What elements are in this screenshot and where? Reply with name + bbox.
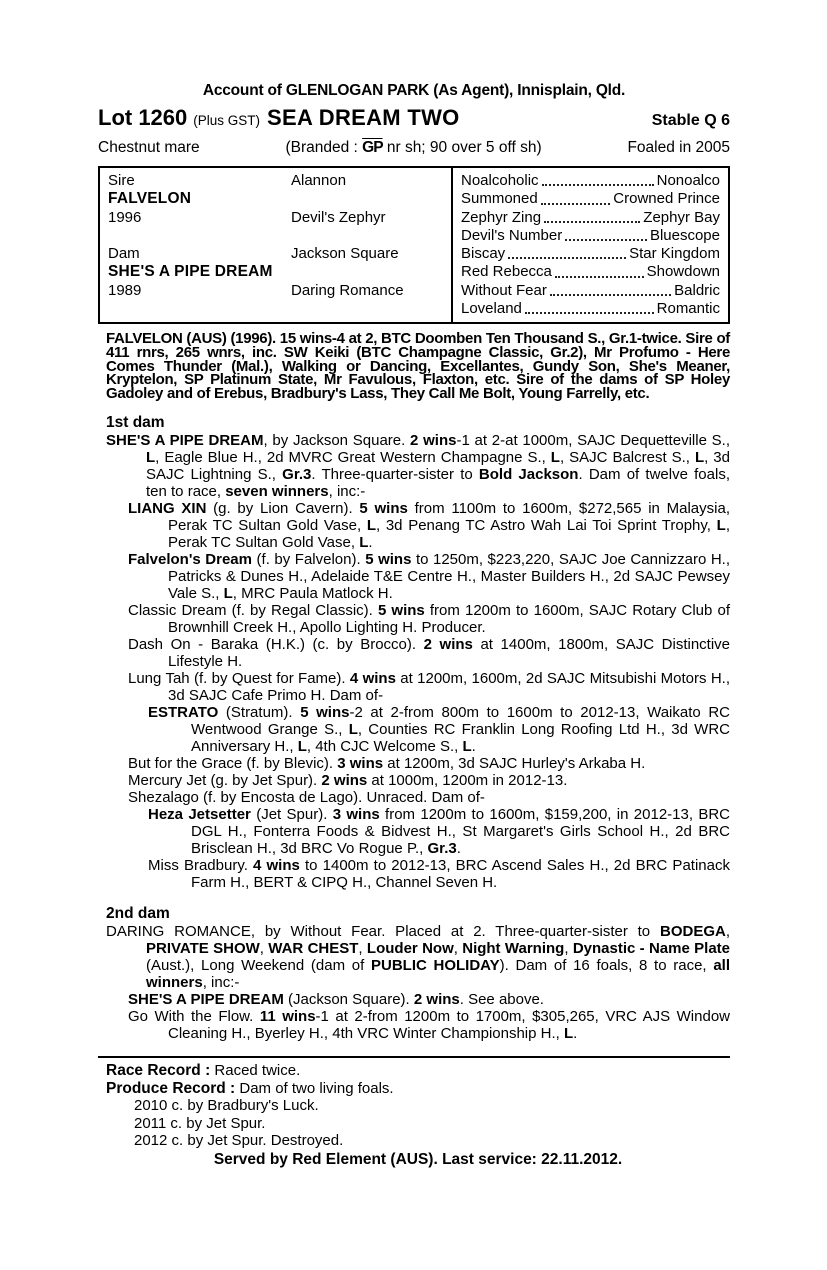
dam-name: SHE'S A PIPE DREAM — [108, 263, 273, 281]
second-dam-heading: 2nd dam — [106, 905, 170, 923]
pedigree-entry: Classic Dream (f. by Regal Classic). 5 wins from 1200m to 1600m, SAJC Rotary Club of Brownhill Creek H., Apollo Lighting H. Producer. — [128, 602, 730, 637]
divider-rule — [98, 1056, 730, 1058]
brand-suffix: nr sh; 90 over 5 off sh) — [382, 139, 542, 156]
pedigree-leader-row — [461, 209, 720, 227]
pedigree-leader-row — [461, 227, 720, 245]
dotted-leader — [544, 209, 640, 223]
dotted-leader — [541, 190, 611, 204]
pedigree-entry: Go With the Flow. 11 wins-1 at 2-from 1200m to 1700m, $305,265, VRC AJS Window Cleaning H., Byerley H., 4th VRC Winter Championship H., L. — [128, 1008, 731, 1043]
dotted-leader — [565, 227, 647, 241]
brand-prefix: (Branded : — [285, 139, 363, 156]
race-record-label: Race Record : — [106, 1062, 211, 1080]
ancestor-parent: Star Kingdom — [629, 245, 720, 263]
pedigree-generation2-column — [291, 168, 451, 322]
pedigree-entry: Falvelon's Dream (f. by Falvelon). 5 wins to 1250m, $223,220, SAJC Joe Cannizzaro H., Patricks & Dunes H., Adelaide T&E Centre H., Master Builders H., 2d SAJC Pewsey Vale S., L, MRC Paula Matlock H. — [128, 551, 730, 603]
ancestor-name: Summoned — [461, 190, 538, 208]
sire-role-label: Sire — [108, 172, 135, 189]
pedigree-leader-row — [461, 300, 720, 318]
sire-summary: FALVELON (AUS) (1996). 15 wins-4 at 2, BTC Doomben Ten Thousand S., Gr.1-twice. Sire of 411 rnrs, 265 wnrs, inc. SW Keiki (BTC Champagne Classic, Gr.2), Mr Profumo - Here Comes Thunder (Mal.), Walking or Dancing, Excellantes, Gundy Son, She's Meaner, Kryptelon, SP Platinum State, Mr Favulous, Flaxton, etc. Sire of the dams of SP Holey Gadoley and of Erebus, Bradbury's Lass, They Call Me Bolt, Young Farrelly, etc. — [106, 330, 730, 402]
dotted-leader — [508, 245, 626, 259]
ancestor-name: Noalcoholic — [461, 172, 539, 189]
pedigree-entry: But for the Grace (f. by Blevic). 3 wins at 1200m, 3d SAJC Hurley's Arkaba H. — [128, 755, 646, 773]
pedigree-entry: Lung Tah (f. by Quest for Fame). 4 wins at 1200m, 1600m, 2d SAJC Mitsubishi Motors H., 3d SAJC Cafe Primo H. Dam of- — [128, 670, 730, 705]
brand-info — [285, 139, 541, 157]
produce-record-label: Produce Record : — [106, 1079, 236, 1097]
sire-name: FALVELON — [108, 190, 192, 208]
brand-mark: $\overline{GP}$ — [362, 139, 383, 156]
pedigree-entry: DARING ROMANCE, by Without Fear. Placed at 2. Three-quarter-sister to BODEGA, PRIVATE SHOW, WAR CHEST, Louder Now, Night Warning, Dynastic - Name Plate (Aust.), Long Weekend (dam of PUBLIC HOLIDAY). Dam of 16 foals, 8 to race, all winners, inc:- — [106, 923, 730, 992]
dam-year: 1989 — [108, 281, 142, 299]
sire-year: 1996 — [108, 208, 142, 226]
ancestor-parent: Bluescope — [649, 226, 720, 244]
pedigree-entry: LIANG XIN (g. by Lion Cavern). 5 wins from 1100m to 1600m, $272,565 in Malaysia, Perak TC Sultan Gold Vase, L, 3d Penang TC Astro Wah Lai Toi Sprint Trophy, L, Perak TC Sultan Gold Vase, L. — [128, 500, 730, 552]
pedigree-leader-row — [461, 172, 720, 190]
foal-line: 2011 c. by Jet Spur. — [134, 1114, 266, 1132]
pedigree-entry: Dash On - Baraka (H.K.) (c. by Brocco). 2 wins at 1400m, 1800m, SAJC Distinctive Lifestyle H. — [128, 636, 731, 671]
dotted-leader — [550, 282, 671, 296]
pedigree-leader-row — [461, 245, 720, 263]
records-section — [98, 1062, 730, 1168]
pedigree-entry: Shezalago (f. by Encosta de Lago). Unraced. Dam of- — [128, 789, 485, 807]
lot-number: Lot 1260 — [98, 105, 188, 130]
ancestor-name: Biscay — [461, 245, 506, 263]
granddam: Daring Romance — [291, 281, 404, 299]
produce-record-value: Dam of two living foals. — [235, 1079, 394, 1097]
pedigree-entry: Heza Jetsetter (Jet Spur). 3 wins from 1200m to 1600m, $159,200, in 2012-13, BRC DGL H., Fonterra Foods & Bidvest H., St Margaret's Girls School H., 2d BRC Brisclean H., 3d BRC Vo Rogue P., Gr.3. — [148, 806, 730, 858]
ancestor-parent: Baldric — [674, 281, 720, 299]
pedigree-leader-row — [461, 282, 720, 300]
description-row — [98, 139, 730, 157]
dotted-leader — [525, 300, 654, 314]
ancestor-parent: Showdown — [646, 263, 720, 281]
ancestor-name: Without Fear — [461, 281, 547, 299]
grandsire: Alannon — [291, 172, 347, 189]
ancestor-parent: Crowned Prince — [613, 190, 720, 208]
pedigree-leader-row — [461, 263, 720, 281]
ancestor-parent: Zephyr Bay — [643, 208, 720, 226]
dotted-leader — [555, 263, 644, 277]
stable-number: Stable Q 6 — [651, 112, 730, 129]
foal-line: 2012 c. by Jet Spur. Destroyed. — [134, 1132, 344, 1150]
pedigree-entry: SHE'S A PIPE DREAM (Jackson Square). 2 wins. See above. — [128, 991, 544, 1009]
dam-role-label: Dam — [108, 245, 140, 263]
spacer — [108, 227, 291, 245]
colour-sex: Chestnut mare — [98, 139, 200, 156]
race-record-value: Raced twice. — [210, 1062, 301, 1080]
pedigree-entry: SHE'S A PIPE DREAM, by Jackson Square. 2 wins-1 at 2-at 1000m, SAJC Dequetteville S., L, Eagle Blue H., 2d MVRC Great Western Champagne S., L, SAJC Balcrest S., L, 3d SAJC Lightning S., Gr.3. Three-quarter-sister to Bold Jackson. Dam of twelve foals, ten to race, seven winners, inc:- — [106, 432, 730, 501]
ancestor-name: Zephyr Zing — [461, 208, 542, 226]
ancestor-parent: Romantic — [656, 300, 720, 318]
ancestor-name: Loveland — [461, 300, 522, 318]
spacer — [108, 300, 291, 318]
pedigree-leader-row — [461, 190, 720, 208]
foaled-year: Foaled in 2005 — [627, 139, 730, 156]
first-dam-entries — [98, 432, 730, 891]
race-record-line — [106, 1062, 730, 1080]
pedigree-entry: Mercury Jet (g. by Jet Spur). 2 wins at 1000m, 1200m in 2012-13. — [128, 772, 568, 790]
foal-line: 2010 c. by Bradbury's Luck. — [134, 1097, 319, 1115]
produce-record-line — [106, 1080, 730, 1098]
pedigree-entry: ESTRATO (Stratum). 5 wins-2 at 2-from 800m to 1600m to 2012-13, Waikato RC Wentwood Grange S., L, Counties RC Franklin Long Roofing Ltd H., 3d WRC Anniversary H., L, 4th CJC Welcome S., L. — [148, 704, 731, 756]
spacer — [291, 190, 451, 208]
spacer — [291, 300, 451, 318]
lot-row — [98, 105, 730, 131]
account-line: Account of GLENLOGAN PARK (As Agent), Innisplain, Qld. — [202, 82, 626, 99]
served-line: Served by Red Element (AUS). Last service: 22.11.2012. — [213, 1150, 623, 1168]
pedigree-generation3-column — [451, 168, 728, 322]
ancestor-parent: Nonoalco — [656, 172, 720, 189]
pedigree-generation1-column — [100, 168, 291, 322]
horse-name: SEA DREAM TWO — [267, 105, 460, 130]
spacer — [291, 263, 451, 281]
ancestor-name: Devil's Number — [461, 226, 563, 244]
granddam: Devil's Zephyr — [291, 208, 386, 226]
pedigree-entry: Miss Bradbury. 4 wins to 1400m to 2012-13, BRC Ascend Sales H., 2d BRC Patinack Farm H., BERT & CIPQ H., Channel Seven H. — [148, 857, 730, 892]
first-dam-heading: 1st dam — [106, 414, 165, 432]
ancestor-name: Red Rebecca — [461, 263, 552, 281]
pedigree-table — [98, 166, 730, 324]
spacer — [291, 227, 451, 245]
second-dam-entries — [98, 923, 730, 1042]
dotted-leader — [542, 172, 654, 186]
gst-note: (Plus GST) — [193, 113, 261, 128]
grandsire: Jackson Square — [291, 245, 399, 263]
